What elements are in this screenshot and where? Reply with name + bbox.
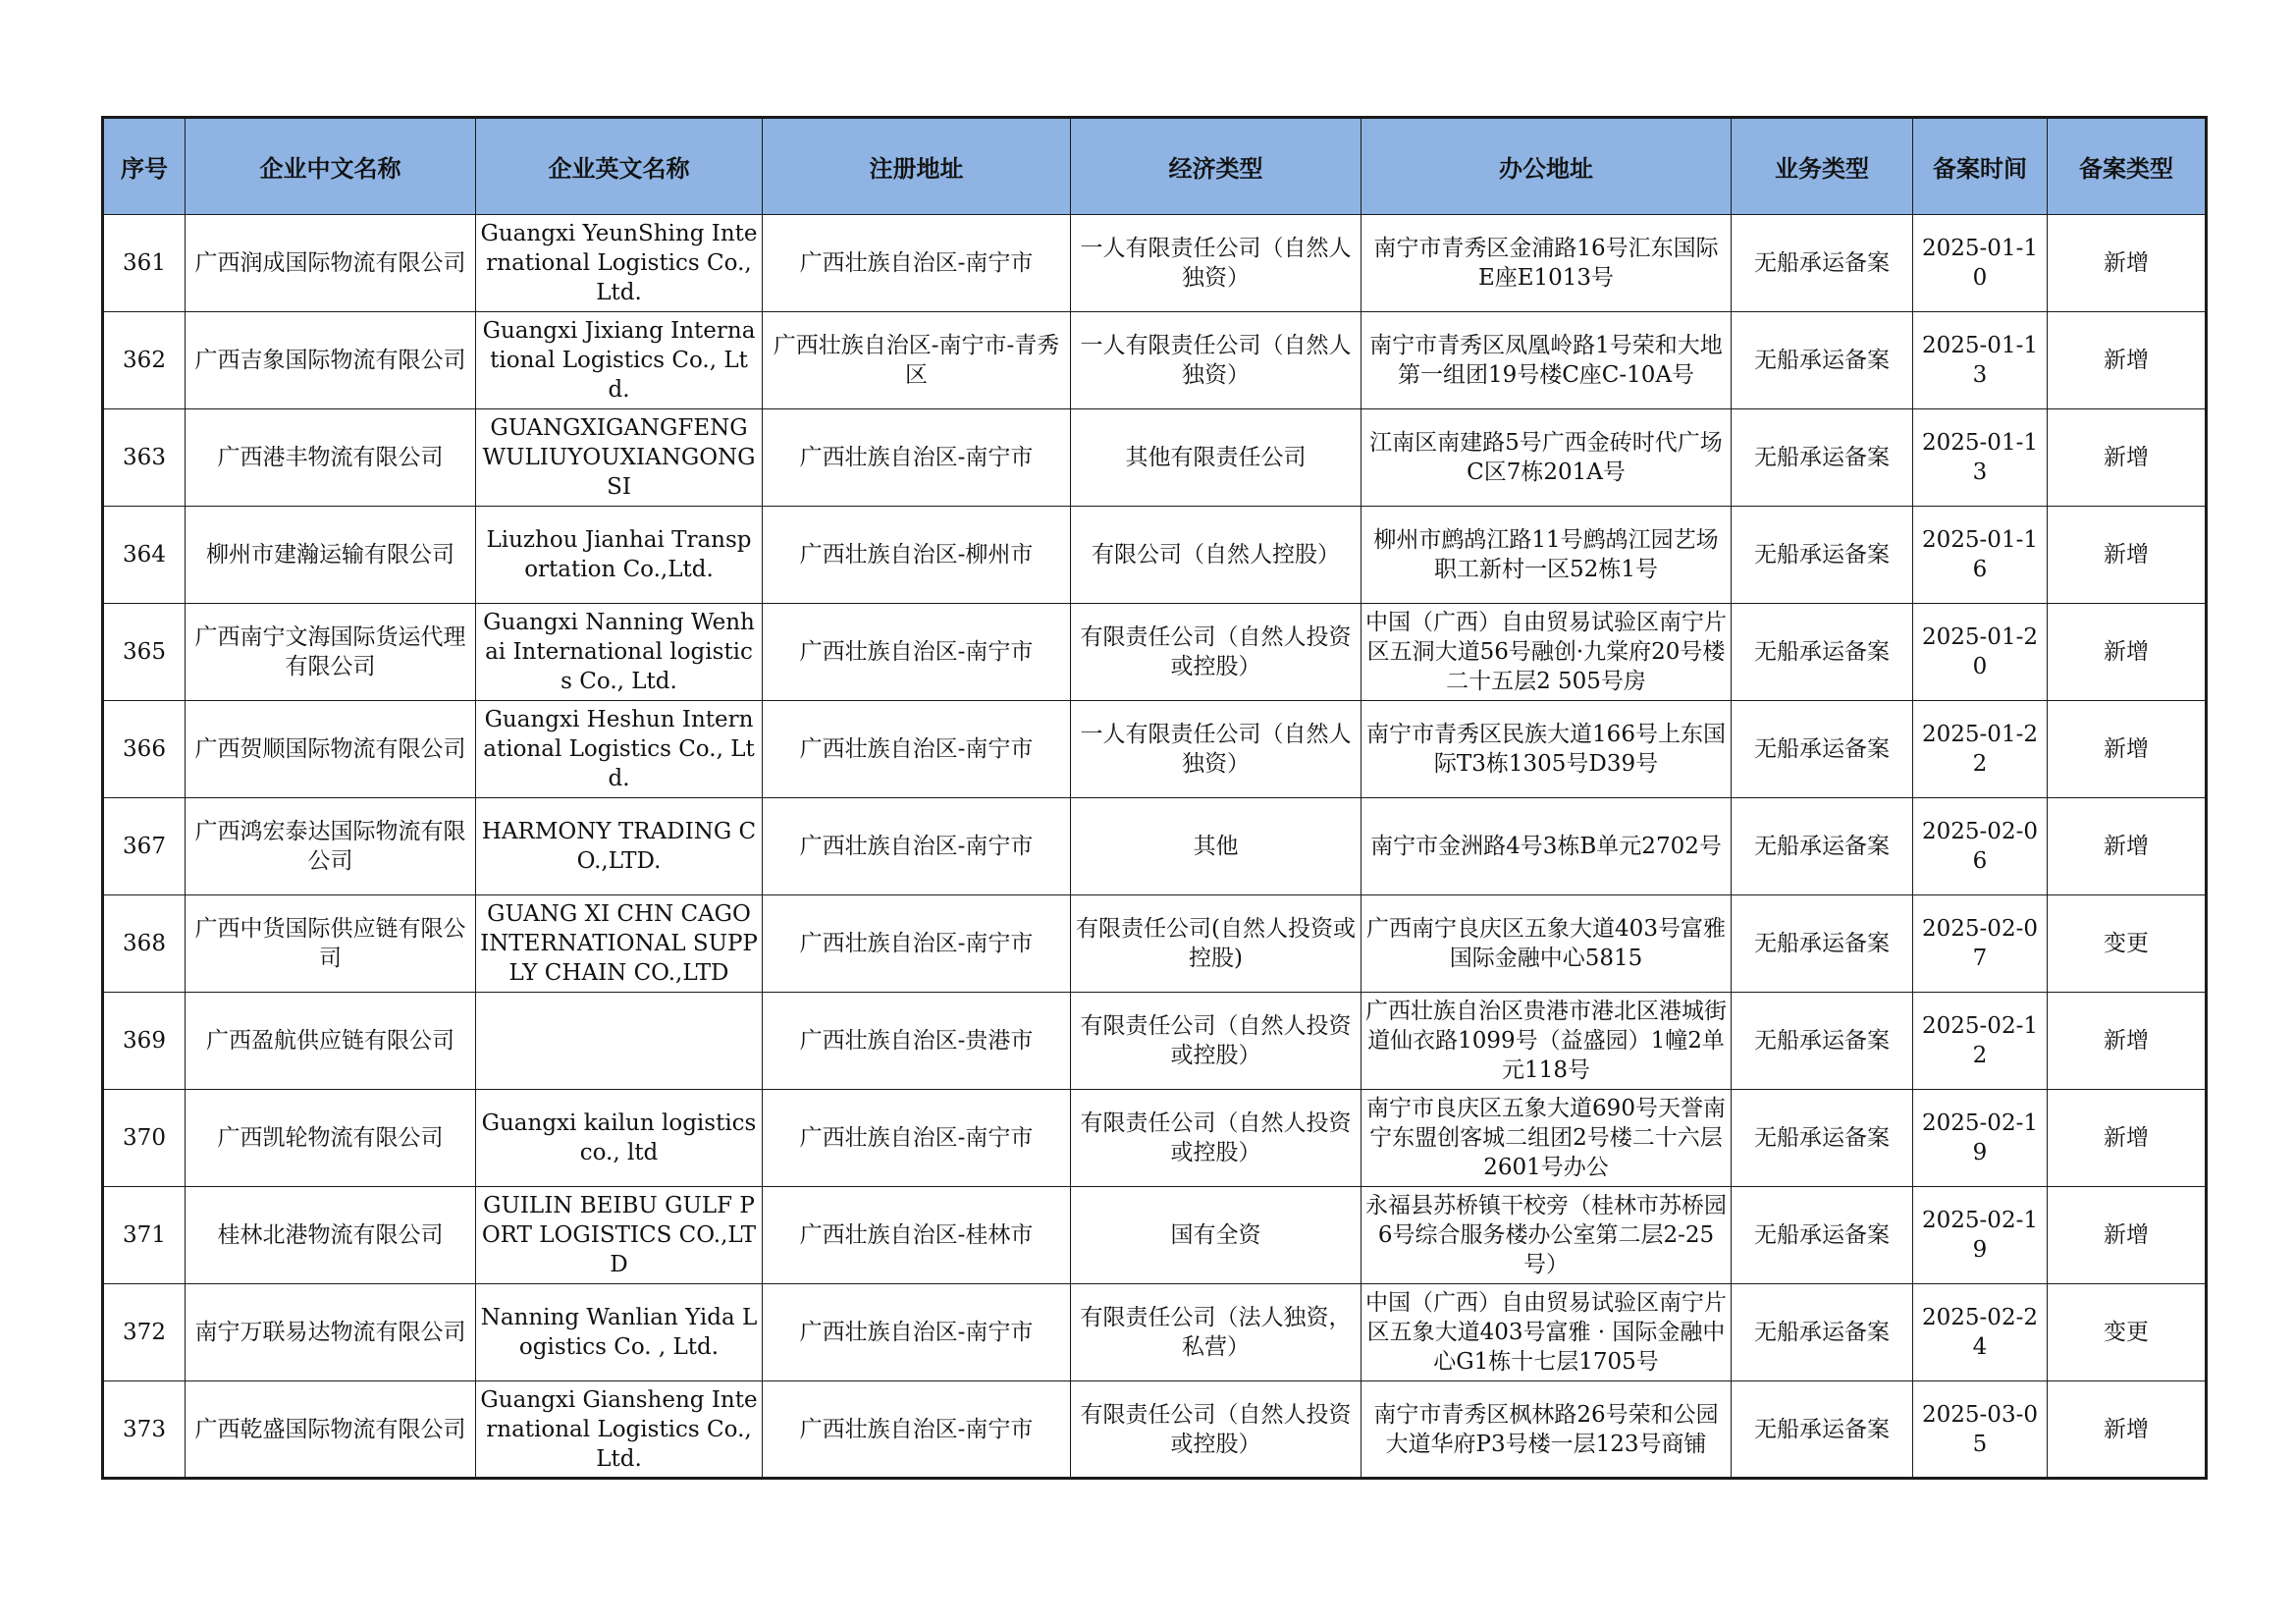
cell-reg-address: 广西壮族自治区-贵港市 [763, 993, 1071, 1090]
cell-en-name: Guangxi kailun logistics co., ltd [476, 1090, 763, 1187]
cell-cn-name: 广西润成国际物流有限公司 [186, 215, 476, 312]
cell-filing-type: 新增 [2048, 312, 2207, 409]
cell-cn-name: 广西乾盛国际物流有限公司 [186, 1381, 476, 1479]
cell-filing-type: 新增 [2048, 409, 2207, 507]
cell-business-type: 无船承运备案 [1732, 1187, 1913, 1284]
cell-seq: 364 [103, 507, 186, 604]
cell-en-name: GUANGXIGANGFENGWULIUYOUXIANGONGSI [476, 409, 763, 507]
header-business-type: 业务类型 [1732, 118, 1913, 215]
cell-economic-type: 有限责任公司（自然人投资或控股） [1071, 993, 1362, 1090]
cell-economic-type: 一人有限责任公司（自然人独资） [1071, 701, 1362, 798]
header-cn-name: 企业中文名称 [186, 118, 476, 215]
cell-economic-type: 其他有限责任公司 [1071, 409, 1362, 507]
cell-filing-type: 新增 [2048, 993, 2207, 1090]
cell-seq: 369 [103, 993, 186, 1090]
cell-economic-type: 其他 [1071, 798, 1362, 895]
cell-reg-address: 广西壮族自治区-南宁市 [763, 701, 1071, 798]
cell-cn-name: 广西中货国际供应链有限公司 [186, 895, 476, 993]
cell-reg-address: 广西壮族自治区-柳州市 [763, 507, 1071, 604]
header-reg-address: 注册地址 [763, 118, 1071, 215]
header-office-address: 办公地址 [1362, 118, 1732, 215]
cell-filing-type: 新增 [2048, 604, 2207, 701]
cell-filing-date: 2025-01-13 [1913, 409, 2048, 507]
cell-reg-address: 广西壮族自治区-南宁市-青秀区 [763, 312, 1071, 409]
cell-office-address: 南宁市良庆区五象大道690号天誉南宁东盟创客城二组团2号楼二十六层2601号办公 [1362, 1090, 1732, 1187]
table-row [103, 215, 2207, 312]
cell-reg-address: 广西壮族自治区-南宁市 [763, 215, 1071, 312]
cell-filing-date: 2025-01-20 [1913, 604, 2048, 701]
cell-business-type: 无船承运备案 [1732, 701, 1913, 798]
cell-business-type: 无船承运备案 [1732, 1090, 1913, 1187]
table-row [103, 993, 2207, 1090]
cell-filing-date: 2025-02-19 [1913, 1090, 2048, 1187]
cell-cn-name: 广西南宁文海国际货运代理有限公司 [186, 604, 476, 701]
cell-economic-type: 一人有限责任公司（自然人独资） [1071, 215, 1362, 312]
cell-business-type: 无船承运备案 [1732, 312, 1913, 409]
cell-seq: 362 [103, 312, 186, 409]
cell-reg-address: 广西壮族自治区-南宁市 [763, 895, 1071, 993]
cell-economic-type: 有限责任公司（自然人投资或控股） [1071, 604, 1362, 701]
cell-seq: 366 [103, 701, 186, 798]
cell-business-type: 无船承运备案 [1732, 215, 1913, 312]
header-economic-type: 经济类型 [1071, 118, 1362, 215]
cell-reg-address: 广西壮族自治区-南宁市 [763, 798, 1071, 895]
cell-filing-type: 新增 [2048, 1090, 2207, 1187]
cell-economic-type: 国有全资 [1071, 1187, 1362, 1284]
cell-reg-address: 广西壮族自治区-南宁市 [763, 604, 1071, 701]
cell-business-type: 无船承运备案 [1732, 993, 1913, 1090]
cell-en-name: Guangxi YeunShing International Logistics Co., Ltd. [476, 215, 763, 312]
cell-filing-date: 2025-03-05 [1913, 1381, 2048, 1479]
cell-filing-date: 2025-01-22 [1913, 701, 2048, 798]
cell-office-address: 永福县苏桥镇干校旁（桂林市苏桥园6号综合服务楼办公室第二层2-25号） [1362, 1187, 1732, 1284]
cell-business-type: 无船承运备案 [1732, 409, 1913, 507]
cell-filing-date: 2025-02-06 [1913, 798, 2048, 895]
cell-seq: 365 [103, 604, 186, 701]
cell-business-type: 无船承运备案 [1732, 1381, 1913, 1479]
cell-office-address: 南宁市青秀区金浦路16号汇东国际E座E1013号 [1362, 215, 1732, 312]
cell-economic-type: 有限公司（自然人控股） [1071, 507, 1362, 604]
cell-filing-type: 变更 [2048, 1284, 2207, 1381]
cell-office-address: 南宁市青秀区凤凰岭路1号荣和大地第一组团19号楼C座C-10A号 [1362, 312, 1732, 409]
cell-filing-type: 新增 [2048, 1381, 2207, 1479]
cell-economic-type: 一人有限责任公司（自然人独资） [1071, 312, 1362, 409]
cell-filing-type: 变更 [2048, 895, 2207, 993]
table-row [103, 895, 2207, 993]
cell-business-type: 无船承运备案 [1732, 507, 1913, 604]
cell-en-name: GUILIN BEIBU GULF PORT LOGISTICS CO.,LTD [476, 1187, 763, 1284]
cell-filing-date: 2025-01-16 [1913, 507, 2048, 604]
header-row [103, 118, 2207, 215]
header-filing-type: 备案类型 [2048, 118, 2207, 215]
cell-reg-address: 广西壮族自治区-南宁市 [763, 1381, 1071, 1479]
cell-en-name: Guangxi Nanning Wenhai International logistic s Co., Ltd. [476, 604, 763, 701]
cell-office-address: 广西南宁良庆区五象大道403号富雅国际金融中心5815 [1362, 895, 1732, 993]
cell-business-type: 无船承运备案 [1732, 604, 1913, 701]
table-row [103, 1187, 2207, 1284]
cell-filing-date: 2025-02-12 [1913, 993, 2048, 1090]
cell-business-type: 无船承运备案 [1732, 1284, 1913, 1381]
cell-office-address: 南宁市青秀区民族大道166号上东国际T3栋1305号D39号 [1362, 701, 1732, 798]
header-en-name: 企业英文名称 [476, 118, 763, 215]
cell-economic-type: 有限责任公司(自然人投资或控股) [1071, 895, 1362, 993]
cell-seq: 371 [103, 1187, 186, 1284]
table-row [103, 798, 2207, 895]
table-row [103, 507, 2207, 604]
table-row [103, 701, 2207, 798]
cell-seq: 370 [103, 1090, 186, 1187]
cell-seq: 368 [103, 895, 186, 993]
cell-filing-type: 新增 [2048, 215, 2207, 312]
cell-en-name: HARMONY TRADING CO.,LTD. [476, 798, 763, 895]
cell-en-name [476, 993, 763, 1090]
cell-reg-address: 广西壮族自治区-南宁市 [763, 1090, 1071, 1187]
cell-office-address: 中国（广西）自由贸易试验区南宁片区五洞大道56号融创·九棠府20号楼二十五层2 505号房 [1362, 604, 1732, 701]
table-row [103, 604, 2207, 701]
cell-filing-type: 新增 [2048, 507, 2207, 604]
cell-reg-address: 广西壮族自治区-南宁市 [763, 409, 1071, 507]
cell-office-address: 江南区南建路5号广西金砖时代广场C区7栋201A号 [1362, 409, 1732, 507]
cell-en-name: Guangxi Heshun International Logistics Co., Ltd. [476, 701, 763, 798]
cell-economic-type: 有限责任公司（自然人投资或控股） [1071, 1381, 1362, 1479]
table-row [103, 1284, 2207, 1381]
table-row [103, 1090, 2207, 1187]
cell-cn-name: 桂林北港物流有限公司 [186, 1187, 476, 1284]
cell-seq: 372 [103, 1284, 186, 1381]
cell-en-name: Liuzhou Jianhai Transportation Co.,Ltd. [476, 507, 763, 604]
cell-office-address: 柳州市鹧鸪江路11号鹧鸪江园艺场职工新村一区52栋1号 [1362, 507, 1732, 604]
cell-filing-type: 新增 [2048, 798, 2207, 895]
cell-office-address: 南宁市青秀区枫林路26号荣和公园大道华府P3号楼一层123号商铺 [1362, 1381, 1732, 1479]
cell-reg-address: 广西壮族自治区-桂林市 [763, 1187, 1071, 1284]
cell-office-address: 南宁市金洲路4号3栋B单元2702号 [1362, 798, 1732, 895]
cell-filing-date: 2025-01-10 [1913, 215, 2048, 312]
cell-cn-name: 广西盈航供应链有限公司 [186, 993, 476, 1090]
header-seq: 序号 [103, 118, 186, 215]
cell-cn-name: 广西港丰物流有限公司 [186, 409, 476, 507]
cell-en-name: Guangxi Giansheng International Logistics Co., Ltd. [476, 1381, 763, 1479]
cell-office-address: 中国（广西）自由贸易试验区南宁片区五象大道403号富雅 · 国际金融中心G1栋十七层1705号 [1362, 1284, 1732, 1381]
table-body [103, 215, 2207, 1479]
table-row [103, 1381, 2207, 1479]
cell-cn-name: 广西凯轮物流有限公司 [186, 1090, 476, 1187]
header-filing-date: 备案时间 [1913, 118, 2048, 215]
cell-filing-type: 新增 [2048, 701, 2207, 798]
cell-filing-date: 2025-01-13 [1913, 312, 2048, 409]
cell-business-type: 无船承运备案 [1732, 798, 1913, 895]
cell-office-address: 广西壮族自治区贵港市港北区港城街道仙衣路1099号（益盛园）1幢2单元118号 [1362, 993, 1732, 1090]
cell-seq: 361 [103, 215, 186, 312]
cell-cn-name: 广西吉象国际物流有限公司 [186, 312, 476, 409]
cell-filing-date: 2025-02-07 [1913, 895, 2048, 993]
registry-table [101, 116, 2208, 1480]
table-row [103, 409, 2207, 507]
cell-filing-date: 2025-02-24 [1913, 1284, 2048, 1381]
cell-filing-date: 2025-02-19 [1913, 1187, 2048, 1284]
cell-seq: 367 [103, 798, 186, 895]
cell-business-type: 无船承运备案 [1732, 895, 1913, 993]
cell-seq: 363 [103, 409, 186, 507]
cell-economic-type: 有限责任公司（法人独资，私营） [1071, 1284, 1362, 1381]
cell-filing-type: 新增 [2048, 1187, 2207, 1284]
cell-economic-type: 有限责任公司（自然人投资或控股） [1071, 1090, 1362, 1187]
cell-en-name: Guangxi Jixiang International Logistics Co., Ltd. [476, 312, 763, 409]
cell-seq: 373 [103, 1381, 186, 1479]
cell-reg-address: 广西壮族自治区-南宁市 [763, 1284, 1071, 1381]
cell-cn-name: 南宁万联易达物流有限公司 [186, 1284, 476, 1381]
table-row [103, 312, 2207, 409]
cell-cn-name: 广西贺顺国际物流有限公司 [186, 701, 476, 798]
cell-cn-name: 柳州市建瀚运输有限公司 [186, 507, 476, 604]
cell-en-name: GUANG XI CHN CAGO INTERNATIONAL SUPPLY CHAIN CO.,LTD [476, 895, 763, 993]
cell-en-name: Nanning Wanlian Yida Logistics Co. , Ltd. [476, 1284, 763, 1381]
cell-cn-name: 广西鸿宏泰达国际物流有限公司 [186, 798, 476, 895]
registry-sheet [101, 116, 2208, 1480]
